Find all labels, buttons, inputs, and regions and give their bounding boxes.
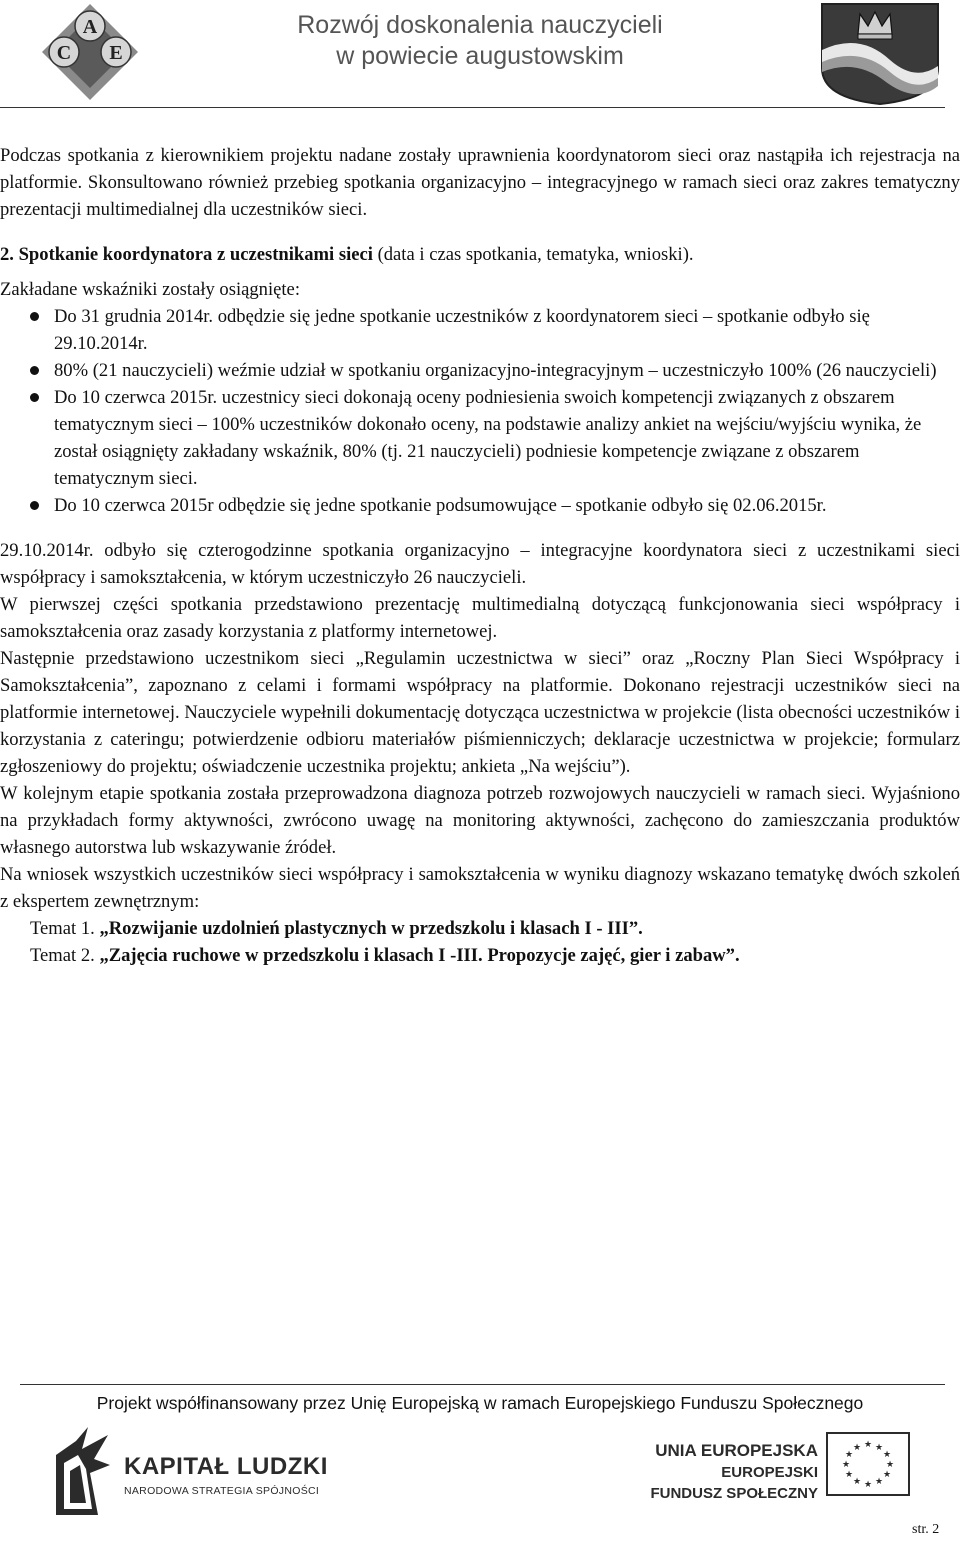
header-title-line1: Rozwój doskonalenia nauczycieli xyxy=(297,11,663,39)
kapital-ludzki-subtitle: NARODOWA STRATEGIA SPÓJNOŚCI xyxy=(124,1485,320,1497)
section-2-heading-rest: (data i czas spotkania, tematyka, wnioski). xyxy=(372,244,694,265)
svg-text:★: ★ xyxy=(874,1443,884,1453)
topic-2-title: „Zajęcia ruchowe w przedszkolu i klasach I -III. Propozycje zajęć, gier i zabaw”. xyxy=(99,945,740,966)
section-2-heading-bold: 2. Spotkanie koordynatora z uczestnikami sieci xyxy=(0,244,373,265)
topic-2 xyxy=(0,942,960,969)
topic-1 xyxy=(0,915,960,942)
logo-letter-a: A xyxy=(82,16,98,38)
body-paragraph: W kolejnym etapie spotkania została przeprowadzona diagnoza potrzeb rozwojowych nauczycieli w ramach sieci. Wyjaśniono na przykładach formy aktywności, zwrócono uwagę na monitoring aktywności, zachęcono do zamieszczania produktów własnego autorstwa lub wskazywanie źródeł. xyxy=(0,783,960,858)
list-item: Do 31 grudnia 2014r. odbędzie się jedne spotkanie uczestników z koordynatorem sieci – spotkanie odbyło się 29.10.2014r. xyxy=(0,303,960,357)
section-2-heading xyxy=(0,241,960,268)
indicators-list xyxy=(0,303,960,519)
kapital-ludzki-logo xyxy=(50,1425,350,1517)
svg-text:★: ★ xyxy=(863,1480,873,1490)
logo-letter-c: C xyxy=(56,42,72,64)
list-item: Do 10 czerwca 2015r. uczestnicy sieci dokonają oceny podniesienia swoich kompetencji związanych z obszarem tematycznym sieci – 100% uczestników dokonało oceny, na podstawie analizy ankiet na wejściu/wyjściu wynika, że został osiągnięty zakładany wskaźnik, 80% (tj. 21 nauczycieli) podniesie kompetencje związane z obszarem tematycznym sieci. xyxy=(0,384,960,492)
body-paragraph: 29.10.2014r. odbyło się czterogodzinne spotkania organizacyjno – integracyjne koordynatora sieci z uczestnikami sieci współpracy i samokształcenia, w którym uczestniczyło 26 nauczycieli. xyxy=(0,540,960,588)
svg-text:★: ★ xyxy=(841,1460,851,1470)
document-body xyxy=(0,142,960,969)
kapital-ludzki-title: KAPITAŁ LUDZKI xyxy=(124,1453,328,1480)
svg-text:★: ★ xyxy=(852,1477,862,1487)
topic-1-prefix: Temat 1. xyxy=(30,918,100,939)
svg-text:★: ★ xyxy=(882,1450,892,1460)
eu-logo xyxy=(640,1432,910,1512)
svg-text:★: ★ xyxy=(844,1450,854,1460)
intro-paragraph: Podczas spotkania z kierownikiem projektu nadane zostały uprawnienia koordynatorom sieci oraz nastąpiła ich rejestracja na platformie. Skonsultowano również przebieg spotkania organizacyjno – integracyjnego w ramach sieci oraz zakres tematyczny prezentacji multimedialnej dla uczestników sieci. xyxy=(0,145,960,220)
topic-1-title: „Rozwijanie uzdolnień plastycznych w przedszkolu i klasach I - III”. xyxy=(99,918,643,939)
eu-logo-text xyxy=(650,1440,818,1504)
eu-line-3: FUNDUSZ SPOŁECZNY xyxy=(650,1485,818,1502)
topic-2-prefix: Temat 2. xyxy=(30,945,100,966)
svg-text:★: ★ xyxy=(852,1443,862,1453)
svg-text:★: ★ xyxy=(874,1477,884,1487)
page-header xyxy=(0,0,960,110)
eu-line-1: UNIA EUROPEJSKA xyxy=(655,1441,818,1460)
page-number: str. 2 xyxy=(912,1522,940,1537)
body-paragraph: Następnie przedstawiono uczestnikom sieci „Regulamin uczestnictwa w sieci” oraz „Roczny Plan Sieci Współpracy i Samokształcenia”, zapoznano z celami i formami współpracy na platformie. Dokonano rejestracji uczestników sieci na platformie internetowej. Nauczyciele wypełnili dokumentację dotycząca uczestnictwa w projekcie (lista obecności uczestników i korzystania z cateringu; potwierdzenie odbioru materiałów piśmienniczych; deklaracje uczestnictwa w projekcie; formularz zgłoszeniowy do projektu; oświadczenie uczestnika projektu; ankieta „Na wejściu”). xyxy=(0,648,960,777)
svg-text:★: ★ xyxy=(882,1470,892,1480)
cae-logo-icon xyxy=(34,2,146,106)
eu-flag-icon xyxy=(826,1432,910,1496)
svg-text:★: ★ xyxy=(863,1440,873,1450)
list-item: 80% (21 nauczycieli) weźmie udział w spotkaniu organizacyjno-integracyjnym – uczestniczyło 100% (26 nauczycieli) xyxy=(0,357,960,384)
svg-text:★: ★ xyxy=(844,1470,854,1480)
list-item: Do 10 czerwca 2015r odbędzie się jedne spotkanie podsumowujące – spotkanie odbyło się 02.06.2015r. xyxy=(0,492,960,519)
county-crest-icon xyxy=(820,2,950,106)
kapital-ludzki-emblem-icon xyxy=(50,1425,114,1517)
svg-text:★: ★ xyxy=(885,1460,895,1470)
header-title-line2: w powiecie augustowskim xyxy=(336,42,624,70)
indicators-intro: Zakładane wskaźniki zostały osiągnięte: xyxy=(0,279,300,300)
footer-cofinancing-text: Projekt współfinansowany przez Unię Europejską w ramach Europejskiego Funduszu Społecznego xyxy=(96,1393,864,1413)
eu-line-2: EUROPEJSKI xyxy=(721,1464,818,1481)
body-paragraph: W pierwszej części spotkania przedstawiono prezentację multimedialną dotyczącą funkcjonowania sieci współpracy i samokształcenia oraz zasady korzystania z platformy internetowej. xyxy=(0,594,960,642)
header-title xyxy=(150,10,810,72)
logo-letter-e: E xyxy=(109,42,123,64)
header-divider xyxy=(0,107,945,108)
body-paragraph: Na wniosek wszystkich uczestników sieci współpracy i samokształcenia w wyniku diagnozy wskazano tematykę dwóch szkoleń z ekspertem zewnętrznym: xyxy=(0,864,960,912)
footer-divider xyxy=(20,1384,945,1385)
